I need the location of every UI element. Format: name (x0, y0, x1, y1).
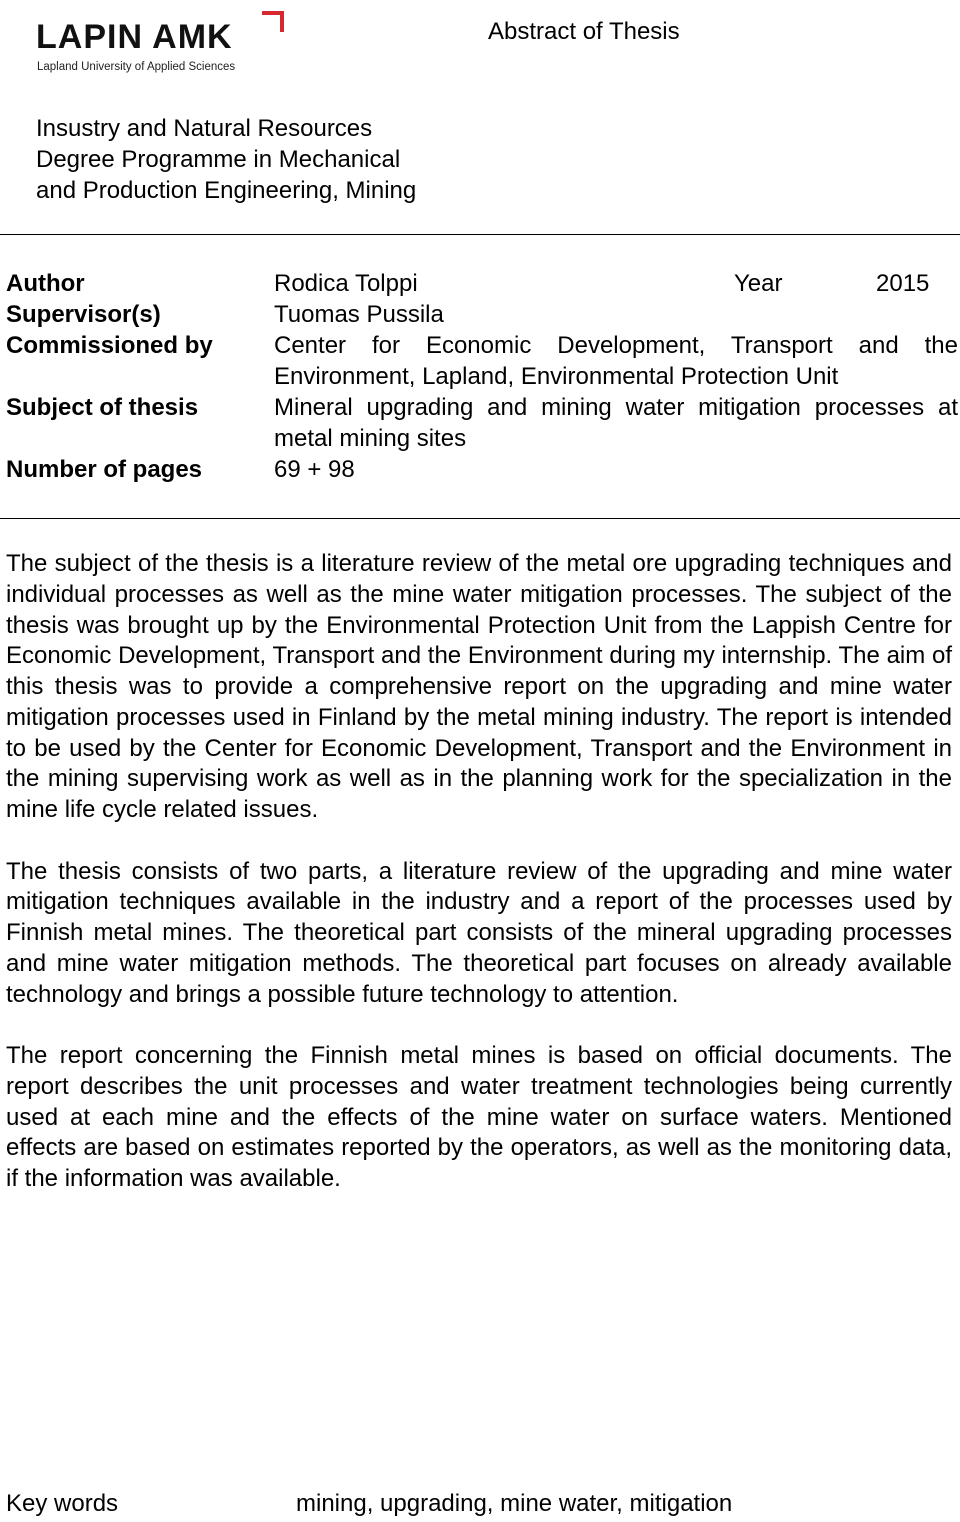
abstract-paragraph: The report concerning the Finnish metal mines is based on official documents. The report describes the unit processes and water treatment technologies being currently used at each mine and the effects of the mine water on surface waters. Mentioned effects are based on estimates reported by the operators, as well as the monitoring data, if the information was available. (6, 1042, 952, 1192)
pages-value: 69 + 98 (274, 456, 355, 483)
author-row (6, 268, 956, 299)
abstract-paragraph: The subject of the thesis is a literature review of the metal ore upgrading techniques and individual processes as well as the mine water mitigation processes. The subject of the thesis was brought up by the Environmental Protection Unit from the Lappish Centre for Economic Development, Transport and the Environment during my internship. The aim of this thesis was to provide a comprehensive report on the upgrading and mine water mitigation processes used in Finland by the metal mining industry. The report is intended to be used by the Center for Economic Development, Transport and the Environment in the mining supervising work as well as in the planning work for the specialization in the mine life cycle related issues. (6, 550, 952, 823)
keywords-value: mining, upgrading, mine water, mitigation (296, 1490, 733, 1517)
supervisor-row (6, 299, 956, 330)
subject-row (6, 392, 958, 452)
top-divider (0, 234, 960, 235)
logo-accent-icon (260, 10, 284, 34)
commissioned-value: Center for Economic Development, Transport and the Environment, Lapland, Environmental Protection Unit (274, 332, 958, 390)
supervisor-label: Supervisor(s) (6, 301, 161, 328)
programme-line: Degree Programme in Mechanical (36, 146, 401, 173)
supervisor-value: Tuomas Pussila (274, 301, 444, 328)
department-line: Insustry and Natural Resources (36, 115, 373, 142)
abstract-paragraph: The thesis consists of two parts, a literature review of the upgrading and mine water mitigation techniques available in the industry and a report of the processes used by Finnish metal mines. The theoretical part consists of the mineral upgrading processes and mine water mitigation methods. The theoretical part focuses on already available technology and brings a possible future technology to attention. (6, 857, 952, 1008)
pages-row (6, 454, 956, 485)
year-label: Year (734, 270, 783, 297)
department-block (36, 113, 416, 206)
keywords-label: Key words (6, 1490, 119, 1517)
author-label: Author (6, 270, 85, 297)
subject-label: Subject of thesis (6, 394, 199, 421)
logo-subtitle: Lapland University of Applied Sciences (37, 61, 236, 73)
commissioned-label: Commissioned by (6, 332, 213, 359)
university-logo (36, 10, 276, 80)
subject-value: Mineral upgrading and mining water mitigation processes at metal mining sites (274, 394, 958, 452)
page-title: Abstract of Thesis (488, 18, 680, 45)
logo-name: LAPIN AMK (36, 18, 233, 56)
year-value: 2015 (876, 270, 930, 297)
programme-line: and Production Engineering, Mining (36, 177, 417, 204)
author-value: Rodica Tolppi (274, 270, 418, 297)
commissioned-row (6, 330, 958, 390)
abstract-body (6, 549, 952, 1226)
pages-label: Number of pages (6, 456, 203, 483)
middle-divider (0, 518, 960, 519)
